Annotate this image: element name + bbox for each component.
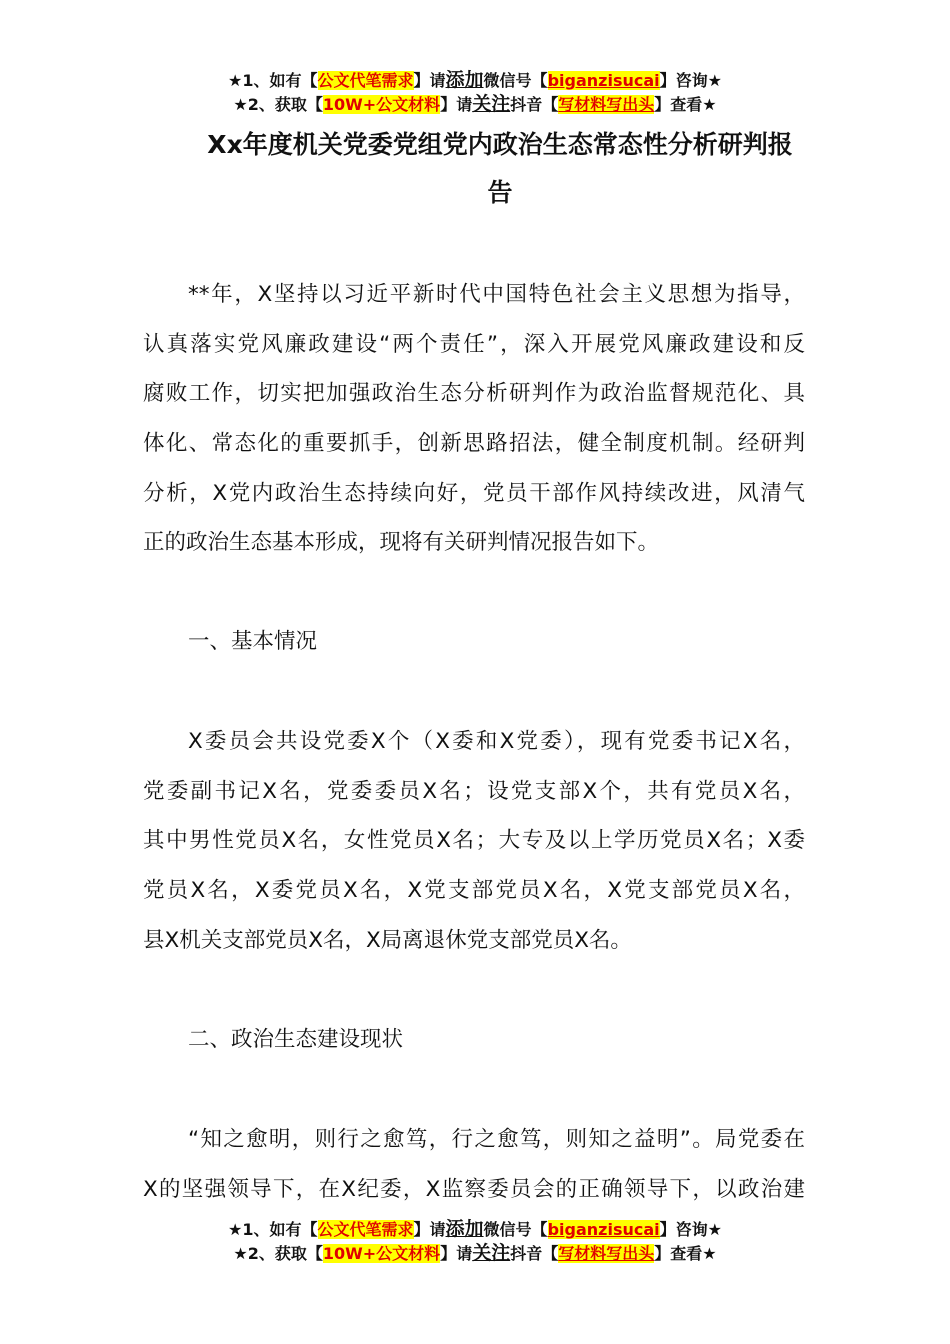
paragraph-current-status: “知之愈明，则行之愈笃，行之愈笃，则知之益明”。局党委在 X的坚强领导下，在X纪委，X监察委员会的正确领导下，以政治建: [143, 1127, 805, 1202]
document-title: Xx年度机关党委党组党内政治生态常态性分析研判报 告: [207, 130, 793, 207]
promo-footer-line-2: ★2、获取【10W+公文材料】请关注抖音【写材料写出头】查看★: [233, 1242, 717, 1264]
promo-header-line-1: ★1、如有【公文代笔需求】请添加微信号【biganzisucai】咨询★: [228, 69, 722, 91]
promo-header-line-2: ★2、获取【10W+公文材料】请关注抖音【写材料写出头】查看★: [233, 93, 717, 115]
section-heading-2: 二、政治生态建设现状: [188, 1027, 404, 1052]
paragraph-basic-situation: X委员会共设党委X个（X委和X党委），现有党委书记X名， 党委副书记X名，党委委员X名；设党支部X个，共有党员X名， 其中男性党员X名，女性党员X名；大专及以上学历党员X名；X委 党员X名，X委党员X名，X党支部党员X名，X党支部党员X名， 县X机关支部党员X名，X局离退休党支部党员X名。: [143, 729, 805, 953]
section-heading-1: 一、基本情况: [188, 629, 318, 654]
paragraph-intro: **年，X坚持以习近平新时代中国特色社会主义思想为指导， 认真落实党风廉政建设“两个责任”，深入开展党风廉政建设和反 腐败工作，切实把加强政治生态分析研判作为政治监督规范化、具 体化、常态化的重要抓手，创新思路招法，健全制度机制。经研判 分析，X党内政治生态持续向好，党员干部作风持续改进，风清气 正的政治生态基本形成，现将有关研判情况报告如下。: [143, 282, 805, 556]
promo-footer-line-1: ★1、如有【公文代笔需求】请添加微信号【biganzisucai】咨询★: [228, 1218, 722, 1240]
